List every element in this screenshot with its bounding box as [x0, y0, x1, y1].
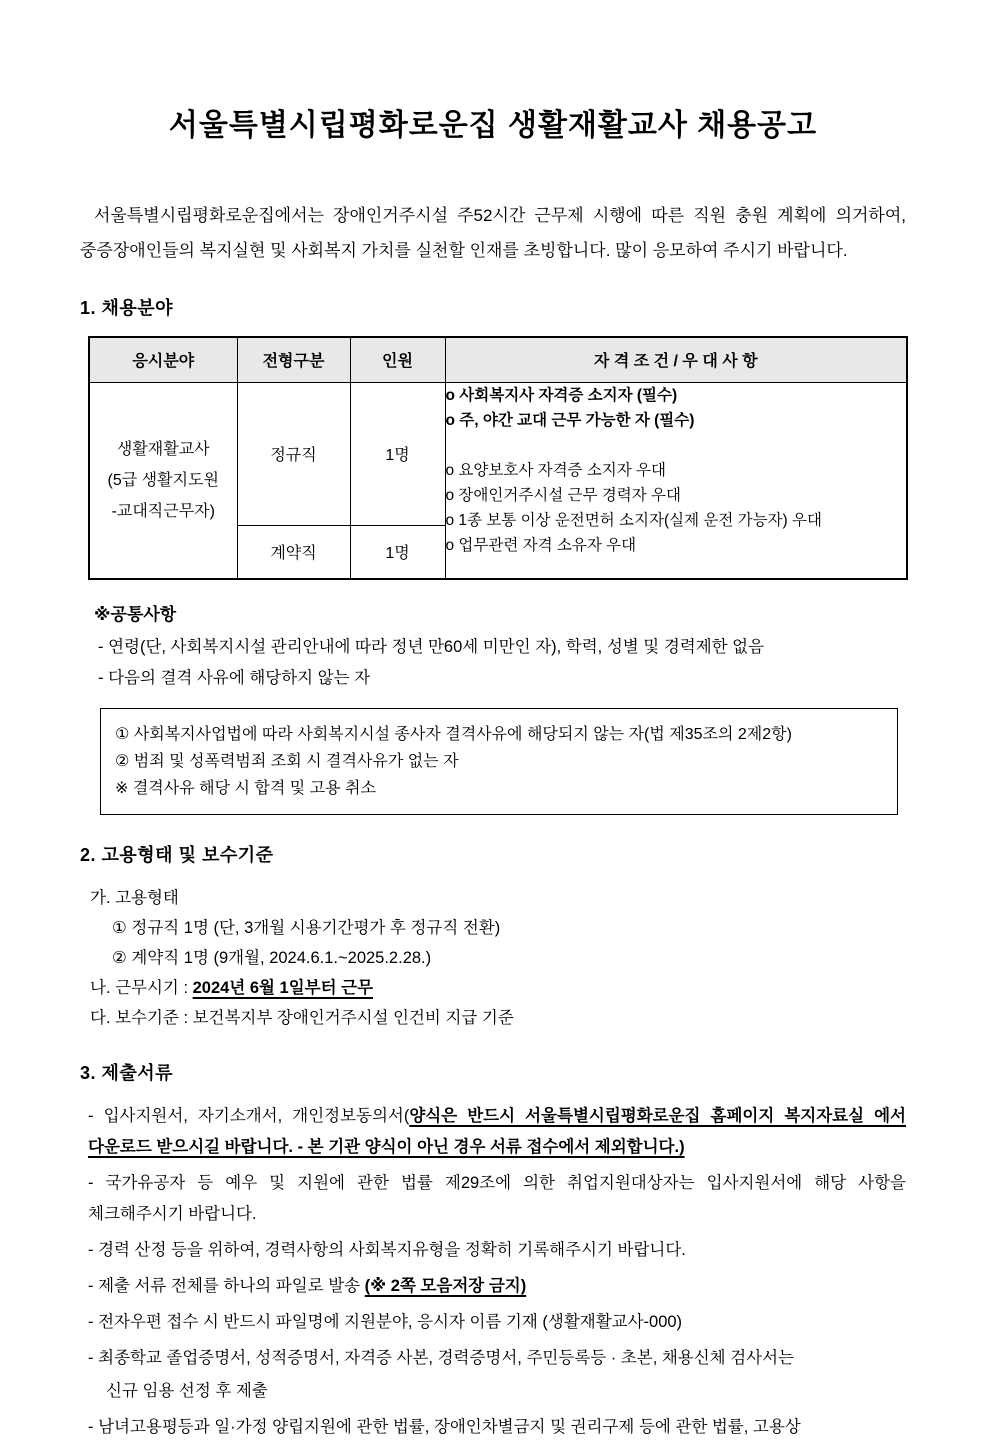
page-title: 서울특별시립평화로운집 생활재활교사 채용공고: [168, 109, 818, 142]
section-3-heading: 3. 제출서류: [80, 1063, 174, 1083]
common-note-age: - 연령(단, 사회복지시설 관리안내에 따라 정년 만60세 미만인 자), 학력, 성별 및 경력제한 없음: [98, 638, 765, 656]
qual-preferred-3: o 1종 보통 이상 운전면허 소지자(실제 운전 가능자) 우대: [445, 511, 822, 529]
submission-item-single-file-notice: (※ 2쪽 모음저장 금지): [364, 1277, 527, 1295]
employment-type-contract: ② 계약직 1명 (9개월, 2024.6.1.~2025.2.28.): [112, 949, 432, 967]
common-notes: [94, 602, 906, 694]
position-line-2: (5급 생활지도원: [107, 471, 219, 489]
pay-standard-line: 다. 보수기준 : 보건복지부 장애인거주시설 인건비 지급 기준: [90, 1009, 514, 1027]
employment-type-label: 가. 고용형태: [90, 889, 179, 907]
col-header-field: 응시분야: [89, 337, 237, 382]
qual-required-2: o 주, 야간 교대 근무 가능한 자 (필수): [445, 411, 695, 429]
submission-item-certificates-cont: 신규 임용 선정 후 제출: [106, 1382, 268, 1400]
submission-item-forms-prefix: - 입사지원서, 자기소개서, 개인정보동의서(: [88, 1107, 410, 1125]
cell-position: [89, 382, 237, 579]
submission-item-certificates: - 최종학교 졸업증명서, 성적증명서, 자격증 사본, 경력증명서, 주민등록등 · 초본, 채용신체 검사서는: [88, 1349, 794, 1367]
col-header-headcount: 인원: [350, 337, 445, 382]
position-line-3: -교대직근무자): [111, 502, 215, 520]
col-header-category: 전형구분: [237, 337, 350, 382]
qual-preferred-1: o 요양보호사 자격증 소지자 우대: [445, 461, 666, 479]
cell-count-regular: 1명: [350, 382, 445, 525]
position-line-1: 생활재활교사: [116, 440, 210, 458]
qual-preferred-2: o 장애인거주시설 근무 경력자 우대: [445, 486, 681, 504]
work-start-value: 2024년 6월 1일부터 근무: [192, 979, 374, 997]
table-header-row: [89, 337, 907, 382]
common-notes-heading: ※공통사항: [94, 605, 177, 624]
cell-count-contract: 1명: [350, 525, 445, 579]
cell-type-contract: 계약직: [237, 525, 350, 579]
col-header-qualifications: 자 격 조 건 / 우 대 사 항: [445, 337, 907, 382]
submission-item-email: - 전자우편 접수 시 반드시 파일명에 지원분야, 응시자 이름 기재 (생활재활교사-000): [88, 1313, 683, 1331]
submission-item-career: - 경력 산정 등을 위하여, 경력사항의 사회복지유형을 정확히 기록해주시기 바랍니다.: [88, 1241, 686, 1259]
box-item-2: ② 범죄 및 성폭력범죄 조회 시 결격사유가 없는 자: [115, 753, 459, 770]
submission-item-veterans: - 국가유공자 등 예우 및 지원에 관한 법률 제29조에 의한 취업지원대상자는 입사지원서에 해당 사항을 체크해주시기 바랍니다.: [88, 1174, 906, 1223]
submission-item-laws: - 남녀고용평등과 일·가정 양립지원에 관한 법률, 장애인차별금지 및 권리구제 등에 관한 법률, 고용상: [88, 1418, 801, 1436]
employment-type-regular: ① 정규직 1명 (단, 3개월 시용기간평가 후 정규직 전환): [112, 919, 501, 937]
qual-required-1: o 사회복지사 자격증 소지자 (필수): [445, 386, 678, 404]
intro-paragraph: 서울특별시립평화로운집에서는 장애인거주시설 주52시간 근무제 시행에 따른 직원 충원 계획에 의거하여, 중증장애인들의 복지실현 및 사회복지 가치를 실천할 인재를 초빙합니다. 많이 응모하여 주시기 바랍니다.: [80, 206, 906, 260]
section-1-heading: 1. 채용분야: [80, 298, 174, 318]
common-note-disqualification: - 다음의 결격 사유에 해당하지 않는 자: [98, 669, 371, 687]
submission-item-forms: [80, 1101, 906, 1163]
work-start-line: [80, 973, 906, 1003]
cell-qualifications: [445, 382, 907, 579]
submission-item-single-file-prefix: - 제출 서류 전체를 하나의 파일로 발송: [88, 1277, 365, 1295]
table-row-regular: [89, 382, 907, 525]
qual-preferred-4: o 업무관련 자격 소유자 우대: [445, 536, 637, 554]
recruitment-table: [88, 336, 908, 580]
work-start-label: 나. 근무시기 :: [90, 979, 193, 997]
section-2-heading: 2. 고용형태 및 보수기준: [80, 845, 274, 865]
qual-spacer: [446, 433, 907, 458]
submission-item-single-file: [80, 1271, 906, 1302]
cell-type-regular: 정규직: [237, 382, 350, 525]
submission-item-forms-notice: 양식은 반드시 서울특별시립평화로운집 홈페이지 복지자료실 에서 다운로드 받으시길 바랍니다. - 본 기관 양식이 아닌 경우 서류 접수에서 제외합니다.): [88, 1107, 906, 1156]
box-item-1: ① 사회복지사업법에 따라 사회복지시설 종사자 결격사유에 해당되지 않는 자(법 제35조의 2제2항): [115, 726, 792, 743]
disqualification-box: [100, 708, 898, 815]
box-item-3: ※ 결격사유 해당 시 합격 및 고용 취소: [115, 780, 376, 797]
